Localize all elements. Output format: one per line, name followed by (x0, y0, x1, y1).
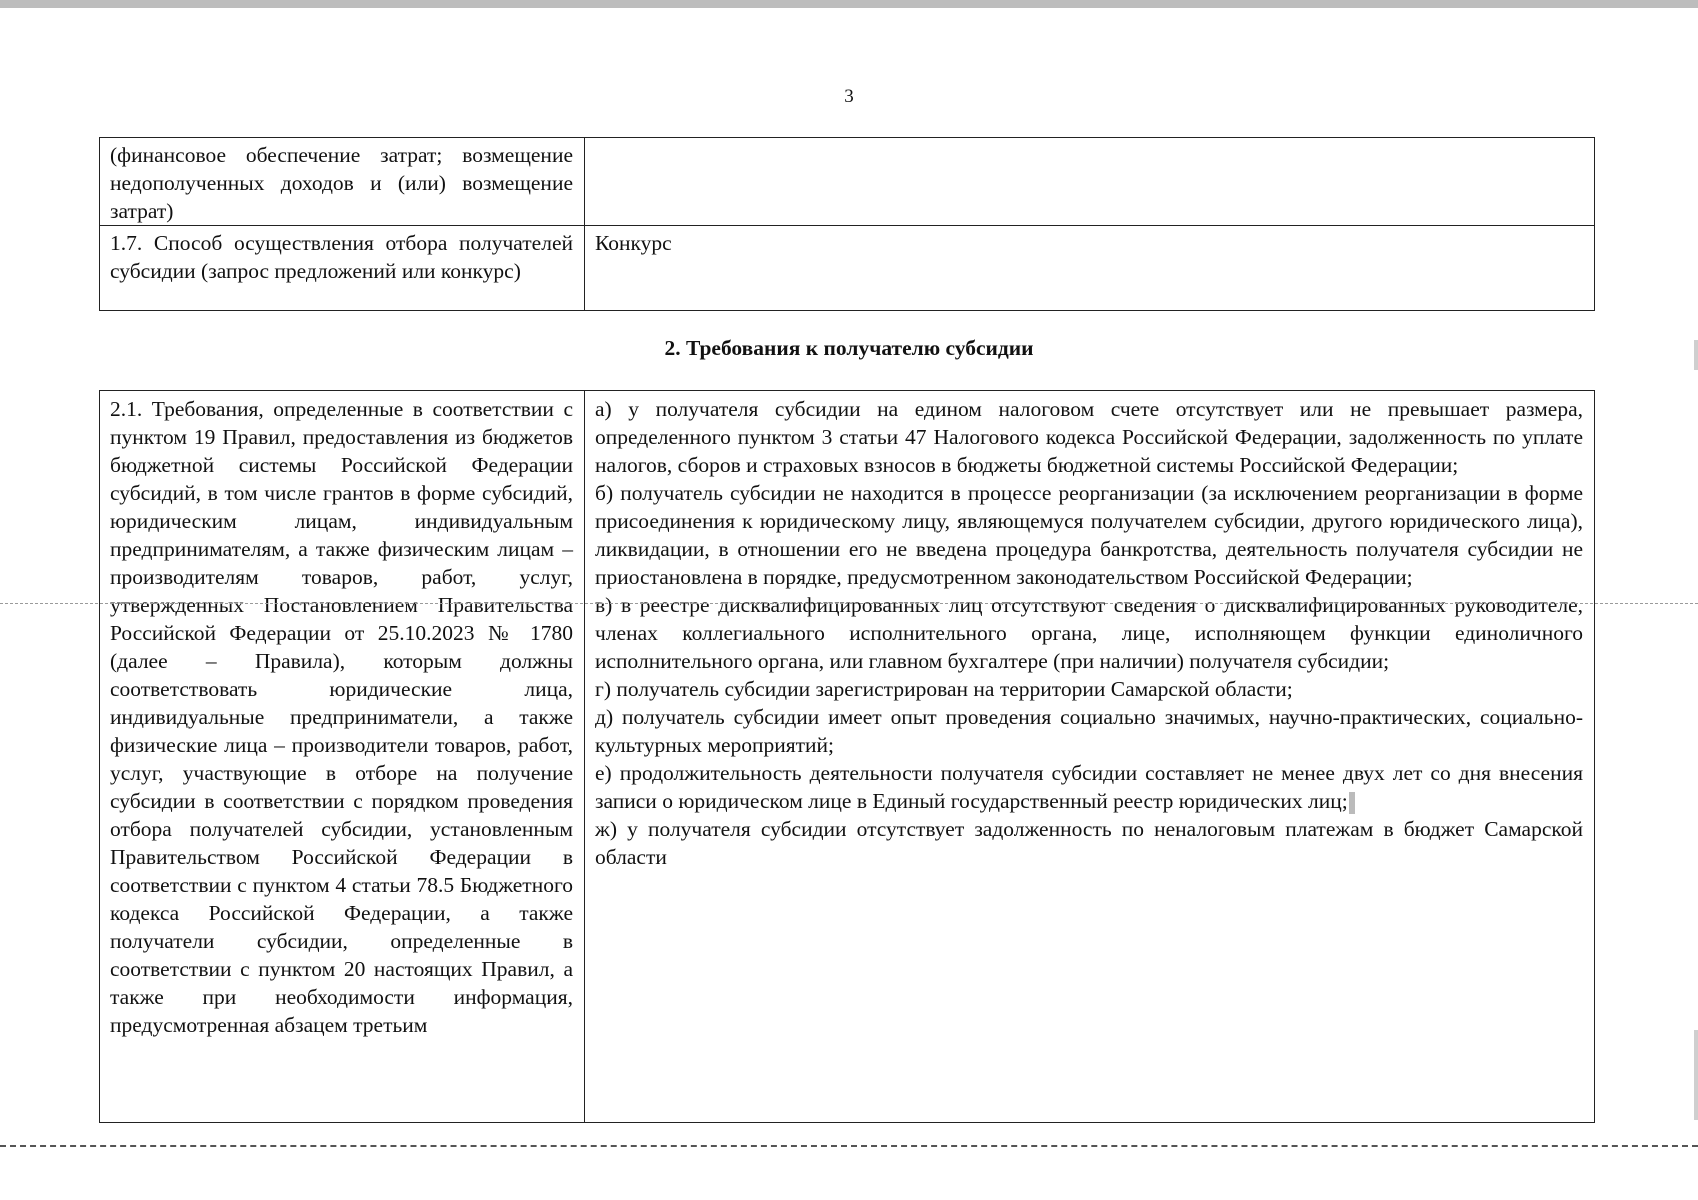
page-number: 3 (844, 86, 854, 107)
requirement-item: в) в реестре дисквалифицированных лиц отсутствуют сведения о дисквалифицированных руководителе, членах коллегиального исполнительного органа, лице, исполняющем функции единоличного исполнительного органа, или главном бухгалтере (при наличии) получателя субсидии; (595, 593, 1583, 673)
requirements-table (99, 390, 1595, 1123)
requirement-item: а) у получателя субсидии на едином налоговом счете отсутствует или не превышает размера, определенного пунктом 3 статьи 47 Налогового кодекса Российской Федерации, задолженность по уплате налогов, сборов и страховых взносов в бюджеты бюджетной системы Российской Федерации; (595, 397, 1583, 477)
scan-top-edge (0, 0, 1698, 8)
requirement-item: ж) у получателя субсидии отсутствует задолженность по неналоговым платежам в бюджет Самарской области (595, 817, 1583, 869)
requirement-text: е) продолжительность деятельности получателя субсидии составляет не менее двух лет со дня внесения записи о юридическом лице в Единый государственный реестр юридических лиц; (595, 761, 1583, 813)
scan-fold-line (0, 1145, 1698, 1147)
table-row (100, 226, 1595, 311)
requirement-item (595, 759, 1583, 815)
subsidy-info-table (99, 137, 1595, 311)
row-label: 1.7. Способ осуществления отбора получателей субсидии (запрос предложений или конкурс) (100, 226, 585, 311)
section-heading: 2. Требования к получателю субсидии (664, 336, 1034, 360)
requirements-basis-text: 2.1. Требования, определенные в соответствии с пунктом 19 Правил, предоставления из бюджетов бюджетной системы Российской Федерации субсидий, в том числе грантов в форме субсидий, юридическим лицам, индивидуальным предпринимателям, а также физическим лицам – производителям товаров, работ, услуг, утвержденных Постановлением Правительства Российской Федерации от 25.10.2023 № 1780 (далее – Правила), которым должны соответствовать юридические лица, индивидуальные предприниматели, а также физические лица – производители товаров, работ, услуг, участвующие в отборе на получение субсидии в соответствии с порядком проведения отбора получателей субсидии, установленным Правительством Российской Федерации в соответствии с пунктом 4 статьи 78.5 Бюджетного кодекса Российской Федерации, а также получатели субсидии, определенные в соответствии с пунктом 20 настоящих Правил, а также при необходимости информация, предусмотренная абзацем третьим (100, 391, 585, 1123)
table-row (100, 138, 1595, 226)
row-value: Конкурс (585, 226, 1595, 311)
scan-edge-mark (1694, 340, 1698, 370)
row-value (585, 138, 1595, 226)
requirement-item: г) получатель субсидии зарегистрирован на территории Самарской области; (595, 677, 1293, 701)
row-label: (финансовое обеспечение затрат; возмещение недополученных доходов и (или) возмещение затрат) (100, 138, 585, 226)
text-cursor-mark (1349, 792, 1355, 814)
scan-fold-line (0, 603, 1698, 604)
requirement-item: д) получатель субсидии имеет опыт проведения социально значимых, научно-практических, социально-культурных мероприятий; (595, 705, 1583, 757)
requirement-item: б) получатель субсидии не находится в процессе реорганизации (за исключением реорганизации в форме присоединения к юридическому лицу, являющемуся получателем субсидии, другого юридического лица), ликвидации, в отношении его не введена процедура банкротства, деятельность получателя субсидии не приостановлена в порядке, предусмотренном законодательством Российской Федерации; (595, 481, 1583, 589)
scan-edge-mark (1694, 1030, 1698, 1120)
table-row (100, 391, 1595, 1123)
requirements-list (585, 391, 1595, 1123)
